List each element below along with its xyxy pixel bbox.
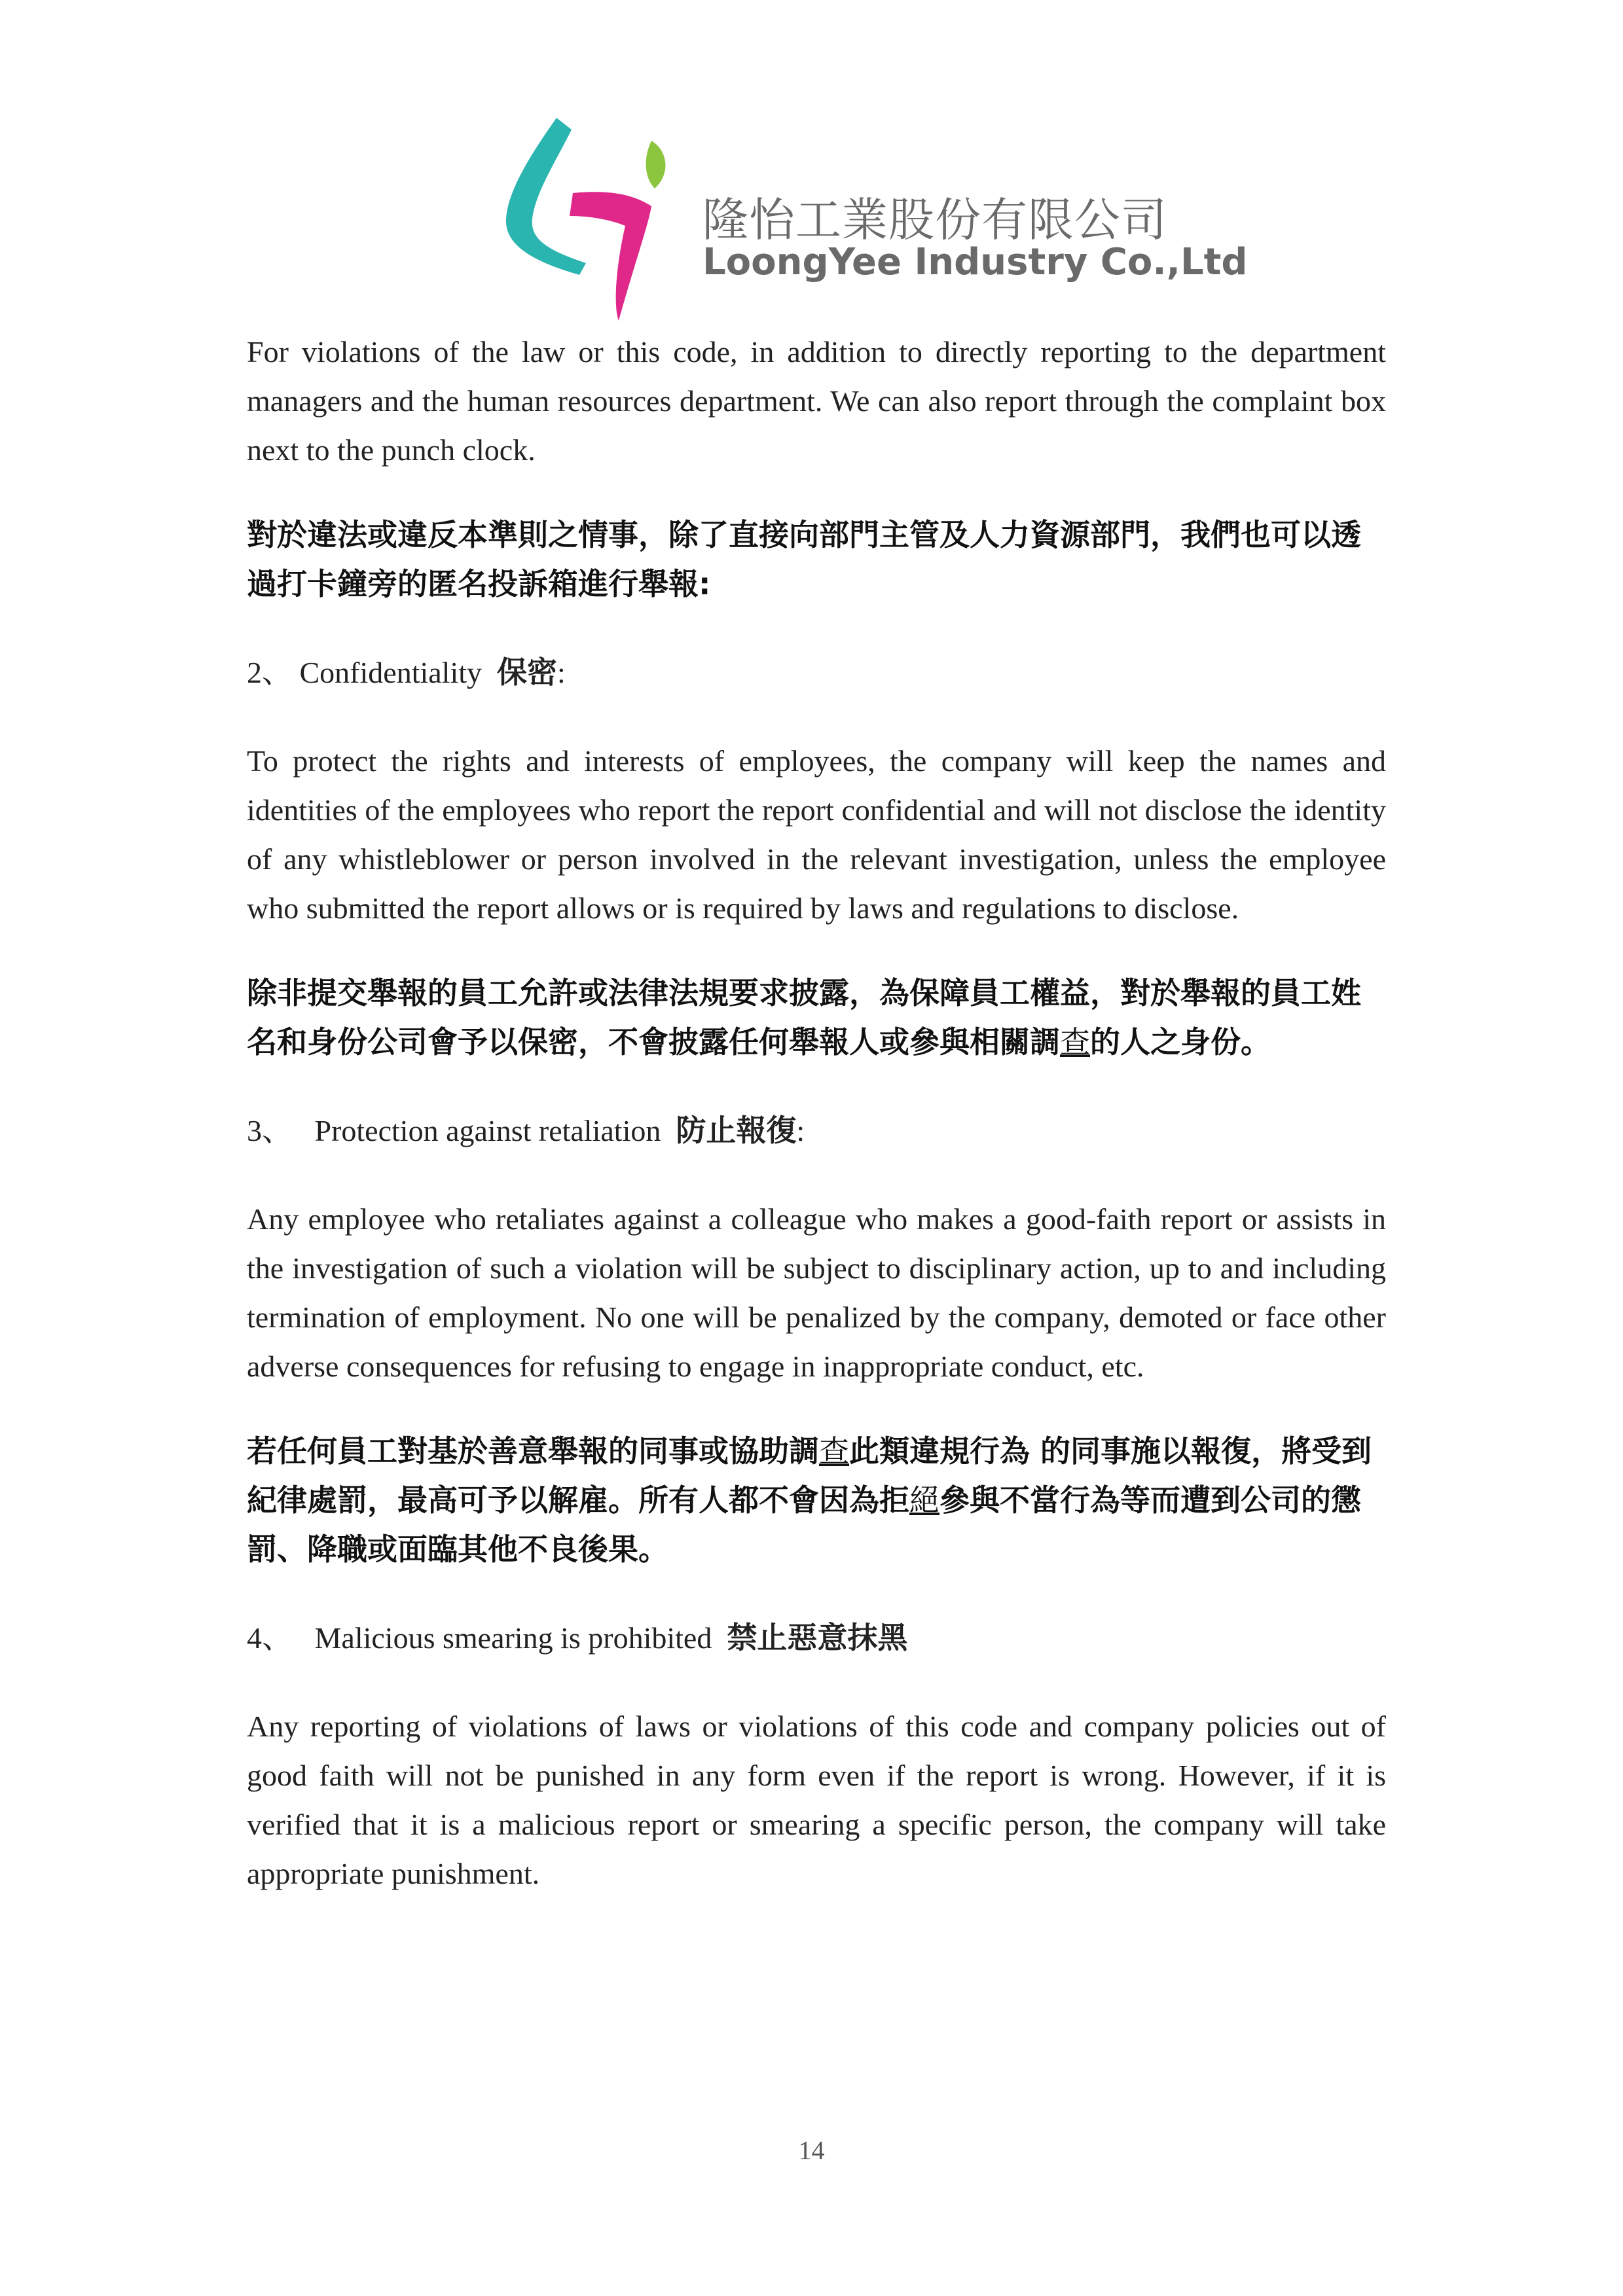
section-title-chinese: 禁止惡意抹黑	[727, 1620, 908, 1655]
retaliation-paragraph-english: Any employee who retaliates against a colleague who makes a good-faith report or assists in the investigation of such a violation will be subject to disciplinary action, up to and including termination of employment. No one will be penalized by the company, demoted or face other adverse consequences for refusing to engage in inappropriate conduct, etc.	[247, 1202, 1386, 1383]
page-number: 14	[798, 2136, 825, 2165]
text-run: 若任何員工對基於善意舉報的同事或協助調	[247, 1433, 819, 1469]
section-heading-confidentiality	[247, 648, 1386, 697]
text-run: 參與不當行為等而遭到公司的懲罰、降職或面臨其他不良後果。	[247, 1482, 1361, 1567]
loongyee-logo-icon	[494, 111, 691, 327]
text-run: 的人之身份。	[1090, 1024, 1271, 1060]
section-number: 4、	[247, 1621, 292, 1655]
section-number: 2、	[247, 656, 292, 689]
section-number: 3、	[247, 1114, 292, 1147]
section-title-suffix: :	[796, 1114, 805, 1147]
intro-paragraph-english: For violations of the law or this code, in addition to directly reporting to the department managers and the human resources department. We can also report through the complaint box next to the punch clock.	[247, 335, 1386, 467]
company-name-chinese: 隆怡工業股份有限公司	[702, 193, 1167, 247]
retaliation-paragraph-chinese	[247, 1427, 1386, 1574]
text-run-underlined: 查	[819, 1433, 849, 1469]
text-run: 除非提交舉報的員工允許或法律法規要求披露，為保障員工權益，對於舉報的員工姓名和身份公司會予以保密，不會披露任何舉報人或參與相關調	[247, 975, 1361, 1060]
section-title-chinese: 保密	[497, 655, 558, 690]
section-heading-malicious-smearing	[247, 1613, 1386, 1662]
company-name-english: LoongYee Industry Co.,Ltd	[702, 241, 1248, 283]
section-title-english: Confidentiality	[299, 656, 483, 689]
confidentiality-paragraph-english: To protect the rights and interests of employees, the company will keep the names and identities of the employees who report the report confidential and will not disclose the identity of any whistleblower or person involved in the relevant investigation, unless the employee who submitted the report allows or is required by laws and regulations to disclose.	[247, 744, 1386, 925]
text-run-underlined: 絕	[909, 1482, 939, 1518]
section-title-suffix: :	[557, 656, 566, 689]
company-logo	[494, 111, 1248, 334]
intro-paragraph-chinese: 對於違法或違反本準則之情事，除了直接向部門主管及人力資源部門，我們也可以透過打卡鐘旁的匿名投訴箱進行舉報:	[247, 517, 1361, 601]
text-run: 此類違規行為 的同事施以報復，將受到紀律處罰，最高可予以解雇。所有人都不會因為拒	[247, 1433, 1372, 1518]
section-title-english: Protection against retaliation	[314, 1114, 661, 1147]
malicious-smearing-paragraph-english: Any reporting of violations of laws or violations of this code and company policies out of good faith will not be punished in any form even if the report is wrong. However, if it is verified that it is a malicious report or smearing a specific person, the company will take appropriate punishment.	[247, 1710, 1386, 1890]
document-body	[247, 327, 1386, 1898]
section-title-chinese: 防止報復	[676, 1113, 797, 1148]
section-heading-retaliation	[247, 1106, 1386, 1155]
section-title-english: Malicious smearing is prohibited	[314, 1621, 712, 1655]
confidentiality-paragraph-chinese	[247, 969, 1386, 1067]
text-run-underlined: 查	[1060, 1024, 1090, 1060]
